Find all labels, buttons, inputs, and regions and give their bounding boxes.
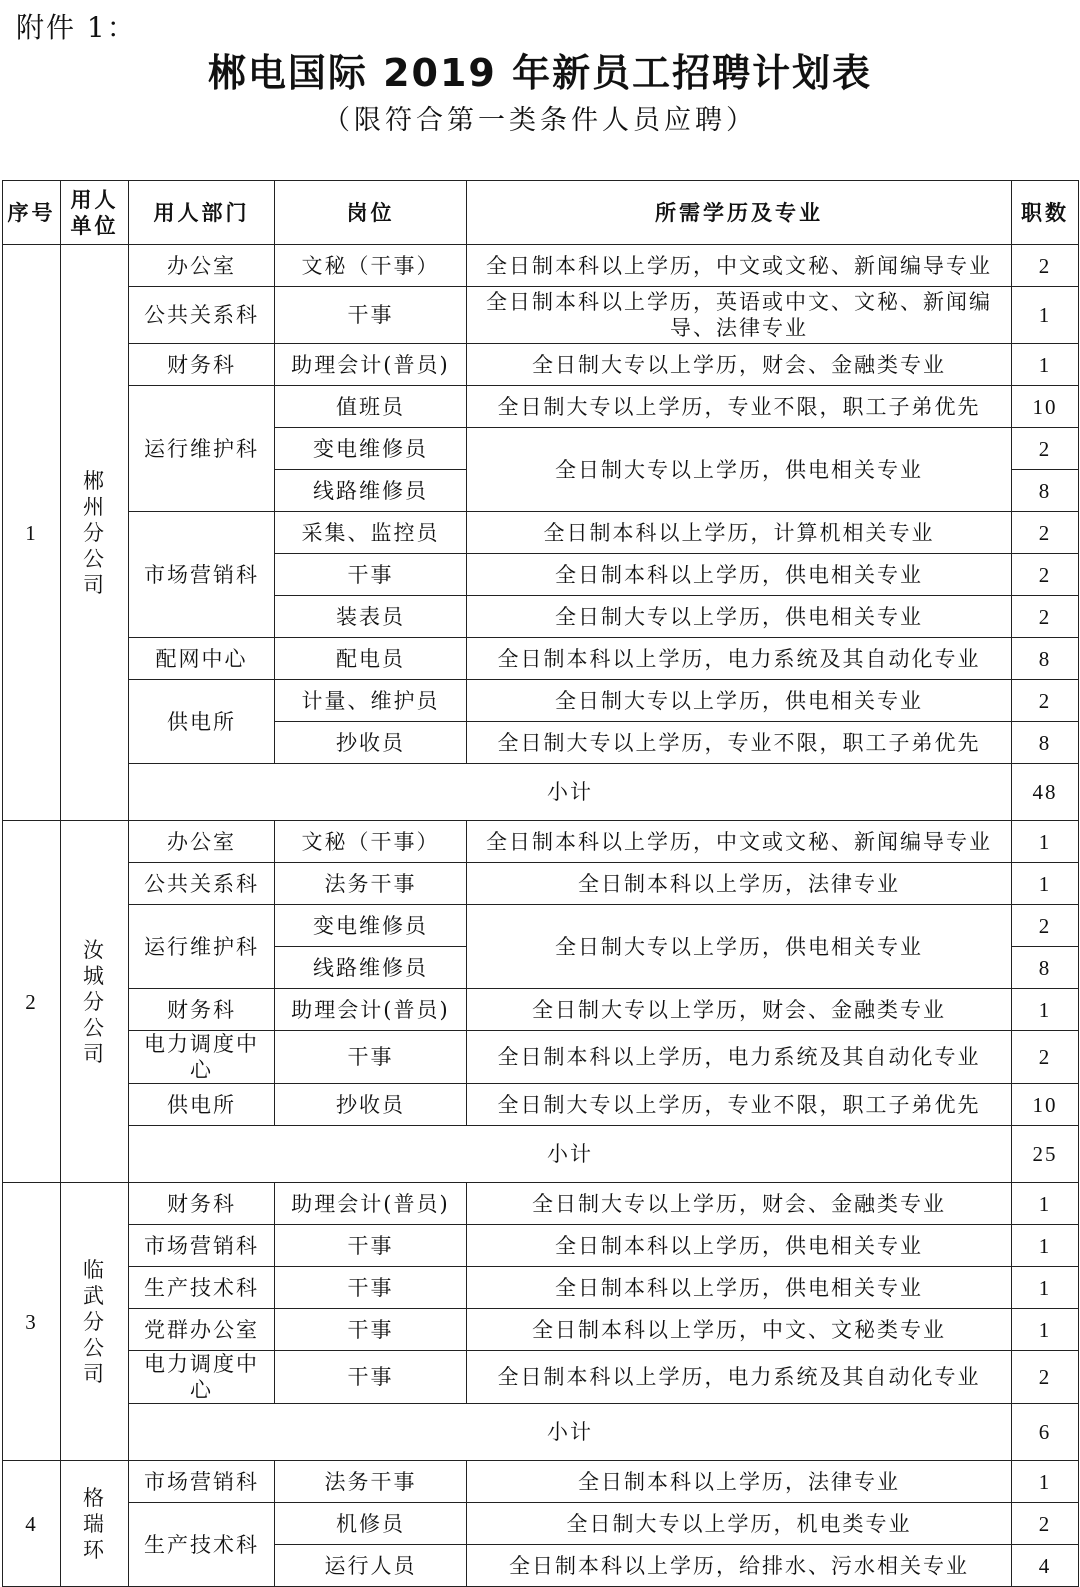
dept-cell: 办公室 bbox=[129, 821, 275, 863]
post-cell: 运行人员 bbox=[275, 1545, 467, 1587]
post-cell: 干事 bbox=[275, 1351, 467, 1404]
group-unit bbox=[61, 1183, 129, 1461]
dept-cell: 供电所 bbox=[129, 1084, 275, 1126]
post-cell: 变电维修员 bbox=[275, 428, 467, 470]
requirement-cell: 全日制本科以上学历，供电相关专业 bbox=[467, 1267, 1012, 1309]
count-cell: 10 bbox=[1012, 386, 1079, 428]
subtotal-label: 小计 bbox=[129, 1126, 1012, 1183]
requirement-cell: 全日制大专以上学历，财会、金融类专业 bbox=[467, 344, 1012, 386]
unit-char: 环 bbox=[83, 1537, 106, 1562]
header-requirement: 所需学历及专业 bbox=[467, 181, 1012, 245]
unit-char: 州 bbox=[83, 494, 106, 519]
table-row bbox=[3, 905, 1079, 947]
count-cell: 8 bbox=[1012, 470, 1079, 512]
dept-cell: 配网中心 bbox=[129, 638, 275, 680]
table-row bbox=[3, 344, 1079, 386]
table-row bbox=[3, 512, 1079, 554]
dept-cell: 财务科 bbox=[129, 989, 275, 1031]
post-cell: 助理会计(普员) bbox=[275, 1183, 467, 1225]
count-cell: 2 bbox=[1012, 680, 1079, 722]
post-cell: 采集、监控员 bbox=[275, 512, 467, 554]
requirement-cell: 全日制本科以上学历，法律专业 bbox=[467, 1461, 1012, 1503]
count-cell: 1 bbox=[1012, 863, 1079, 905]
header-post: 岗位 bbox=[275, 181, 467, 245]
dept-cell: 生产技术科 bbox=[129, 1267, 275, 1309]
group-unit bbox=[61, 821, 129, 1183]
subtotal-value: 6 bbox=[1012, 1404, 1079, 1461]
post-cell: 干事 bbox=[275, 554, 467, 596]
post-cell: 干事 bbox=[275, 1309, 467, 1351]
requirement-cell: 全日制本科以上学历，电力系统及其自动化专业 bbox=[467, 638, 1012, 680]
unit-char: 公 bbox=[83, 546, 106, 571]
requirement-cell: 全日制大专以上学历，供电相关专业 bbox=[467, 428, 1012, 512]
count-cell: 2 bbox=[1012, 428, 1079, 470]
table-row bbox=[3, 386, 1079, 428]
requirement-cell: 全日制大专以上学历，供电相关专业 bbox=[467, 596, 1012, 638]
count-cell: 4 bbox=[1012, 1545, 1079, 1587]
subtotal-label: 小计 bbox=[129, 1404, 1012, 1461]
page-subtitle: （限符合第一类条件人员应聘） bbox=[323, 105, 757, 136]
dept-cell: 运行维护科 bbox=[129, 386, 275, 512]
post-cell: 干事 bbox=[275, 1031, 467, 1084]
group-seq: 3 bbox=[3, 1183, 61, 1461]
requirement-cell: 全日制本科以上学历，电力系统及其自动化专业 bbox=[467, 1031, 1012, 1084]
unit-char: 分 bbox=[83, 989, 106, 1014]
requirement-cell: 全日制大专以上学历，专业不限，职工子弟优先 bbox=[467, 722, 1012, 764]
post-cell: 抄收员 bbox=[275, 1084, 467, 1126]
post-cell: 装表员 bbox=[275, 596, 467, 638]
subtotal-value: 25 bbox=[1012, 1126, 1079, 1183]
unit-char: 分 bbox=[83, 520, 106, 545]
table-row bbox=[3, 989, 1079, 1031]
count-cell: 2 bbox=[1012, 1031, 1079, 1084]
subtotal-row bbox=[3, 1126, 1079, 1183]
requirement-cell: 全日制本科以上学历，电力系统及其自动化专业 bbox=[467, 1351, 1012, 1404]
table-row bbox=[3, 1351, 1079, 1404]
dept-cell: 公共关系科 bbox=[129, 287, 275, 344]
unit-char: 汝 bbox=[83, 937, 106, 962]
dept-cell: 市场营销科 bbox=[129, 512, 275, 638]
unit-char: 司 bbox=[83, 572, 106, 597]
requirement-cell: 全日制本科以上学历，中文、文秘类专业 bbox=[467, 1309, 1012, 1351]
table-row bbox=[3, 680, 1079, 722]
requirement-cell: 全日制大专以上学历，供电相关专业 bbox=[467, 905, 1012, 989]
post-cell: 文秘（干事） bbox=[275, 245, 467, 287]
requirement-cell: 全日制大专以上学历，专业不限，职工子弟优先 bbox=[467, 386, 1012, 428]
count-cell: 1 bbox=[1012, 1267, 1079, 1309]
post-cell: 干事 bbox=[275, 287, 467, 344]
unit-char: 司 bbox=[83, 1041, 106, 1066]
unit-char: 临 bbox=[83, 1257, 106, 1282]
table-row bbox=[3, 1183, 1079, 1225]
requirement-cell: 全日制大专以上学历，财会、金融类专业 bbox=[467, 1183, 1012, 1225]
requirement-cell: 全日制本科以上学历，法律专业 bbox=[467, 863, 1012, 905]
unit-char: 格 bbox=[83, 1485, 106, 1510]
table-header-row bbox=[3, 181, 1079, 245]
dept-cell: 公共关系科 bbox=[129, 863, 275, 905]
post-cell: 值班员 bbox=[275, 386, 467, 428]
count-cell: 1 bbox=[1012, 344, 1079, 386]
dept-cell: 生产技术科 bbox=[129, 1503, 275, 1587]
table-row bbox=[3, 1267, 1079, 1309]
requirement-cell: 全日制大专以上学历，专业不限，职工子弟优先 bbox=[467, 1084, 1012, 1126]
header-seq: 序号 bbox=[3, 181, 61, 245]
header-unit: 用人单位 bbox=[61, 181, 129, 245]
requirement-cell: 全日制本科以上学历，英语或中文、文秘、新闻编导、法律专业 bbox=[467, 287, 1012, 344]
post-cell: 助理会计(普员) bbox=[275, 989, 467, 1031]
count-cell: 2 bbox=[1012, 554, 1079, 596]
count-cell: 1 bbox=[1012, 1183, 1079, 1225]
requirement-cell: 全日制大专以上学历，财会、金融类专业 bbox=[467, 989, 1012, 1031]
count-cell: 8 bbox=[1012, 722, 1079, 764]
dept-cell: 办公室 bbox=[129, 245, 275, 287]
subtotal-value: 48 bbox=[1012, 764, 1079, 821]
recruitment-plan-table bbox=[2, 180, 1079, 1587]
requirement-cell: 全日制本科以上学历，中文或文秘、新闻编导专业 bbox=[467, 245, 1012, 287]
requirement-cell: 全日制本科以上学历，供电相关专业 bbox=[467, 1225, 1012, 1267]
group-unit bbox=[61, 245, 129, 821]
post-cell: 法务干事 bbox=[275, 863, 467, 905]
page-title: 郴电国际 2019 年新员工招聘计划表 bbox=[207, 51, 873, 95]
group-seq: 1 bbox=[3, 245, 61, 821]
count-cell: 1 bbox=[1012, 989, 1079, 1031]
requirement-cell: 全日制本科以上学历，中文或文秘、新闻编导专业 bbox=[467, 821, 1012, 863]
dept-cell: 供电所 bbox=[129, 680, 275, 764]
post-cell: 机修员 bbox=[275, 1503, 467, 1545]
post-cell: 文秘（干事） bbox=[275, 821, 467, 863]
unit-char: 武 bbox=[83, 1283, 106, 1308]
requirement-cell: 全日制本科以上学历，给排水、污水相关专业 bbox=[467, 1545, 1012, 1587]
post-cell: 干事 bbox=[275, 1267, 467, 1309]
requirement-cell: 全日制本科以上学历，供电相关专业 bbox=[467, 554, 1012, 596]
post-cell: 法务干事 bbox=[275, 1461, 467, 1503]
post-cell: 线路维修员 bbox=[275, 470, 467, 512]
count-cell: 1 bbox=[1012, 1309, 1079, 1351]
table-row bbox=[3, 1503, 1079, 1545]
count-cell: 1 bbox=[1012, 1461, 1079, 1503]
annex-label: 附件 1： bbox=[16, 11, 137, 44]
table-row bbox=[3, 287, 1079, 344]
requirement-cell: 全日制本科以上学历，计算机相关专业 bbox=[467, 512, 1012, 554]
count-cell: 8 bbox=[1012, 947, 1079, 989]
subtotal-label: 小计 bbox=[129, 764, 1012, 821]
unit-char: 城 bbox=[83, 963, 106, 988]
group-unit bbox=[61, 1461, 129, 1587]
count-cell: 1 bbox=[1012, 1225, 1079, 1267]
table-row bbox=[3, 1084, 1079, 1126]
table-row bbox=[3, 1225, 1079, 1267]
dept-cell: 党群办公室 bbox=[129, 1309, 275, 1351]
post-cell: 助理会计(普员) bbox=[275, 344, 467, 386]
count-cell: 1 bbox=[1012, 821, 1079, 863]
dept-cell: 电力调度中心 bbox=[129, 1351, 275, 1404]
unit-char: 公 bbox=[83, 1015, 106, 1040]
subtotal-row bbox=[3, 764, 1079, 821]
group-seq: 2 bbox=[3, 821, 61, 1183]
count-cell: 2 bbox=[1012, 596, 1079, 638]
dept-cell: 运行维护科 bbox=[129, 905, 275, 989]
count-cell: 2 bbox=[1012, 245, 1079, 287]
table-row bbox=[3, 245, 1079, 287]
unit-char: 分 bbox=[83, 1309, 106, 1334]
unit-char: 瑞 bbox=[83, 1511, 106, 1536]
table-row bbox=[3, 821, 1079, 863]
table-row bbox=[3, 1461, 1079, 1503]
count-cell: 10 bbox=[1012, 1084, 1079, 1126]
count-cell: 2 bbox=[1012, 512, 1079, 554]
unit-char: 司 bbox=[83, 1361, 106, 1386]
post-cell: 配电员 bbox=[275, 638, 467, 680]
header-dept: 用人部门 bbox=[129, 181, 275, 245]
table-row bbox=[3, 1031, 1079, 1084]
post-cell: 抄收员 bbox=[275, 722, 467, 764]
dept-cell: 市场营销科 bbox=[129, 1461, 275, 1503]
post-cell: 变电维修员 bbox=[275, 905, 467, 947]
dept-cell: 电力调度中心 bbox=[129, 1031, 275, 1084]
table-row bbox=[3, 1309, 1079, 1351]
count-cell: 2 bbox=[1012, 1503, 1079, 1545]
requirement-cell: 全日制大专以上学历，供电相关专业 bbox=[467, 680, 1012, 722]
count-cell: 1 bbox=[1012, 287, 1079, 344]
count-cell: 2 bbox=[1012, 1351, 1079, 1404]
header-count: 职数 bbox=[1012, 181, 1079, 245]
dept-cell: 财务科 bbox=[129, 1183, 275, 1225]
table-row bbox=[3, 638, 1079, 680]
post-cell: 干事 bbox=[275, 1225, 467, 1267]
post-cell: 线路维修员 bbox=[275, 947, 467, 989]
dept-cell: 市场营销科 bbox=[129, 1225, 275, 1267]
requirement-cell: 全日制大专以上学历，机电类专业 bbox=[467, 1503, 1012, 1545]
count-cell: 8 bbox=[1012, 638, 1079, 680]
dept-cell: 财务科 bbox=[129, 344, 275, 386]
count-cell: 2 bbox=[1012, 905, 1079, 947]
post-cell: 计量、维护员 bbox=[275, 680, 467, 722]
table-row bbox=[3, 863, 1079, 905]
unit-char: 郴 bbox=[83, 468, 106, 493]
subtotal-row bbox=[3, 1404, 1079, 1461]
unit-char: 公 bbox=[83, 1335, 106, 1360]
group-seq: 4 bbox=[3, 1461, 61, 1587]
